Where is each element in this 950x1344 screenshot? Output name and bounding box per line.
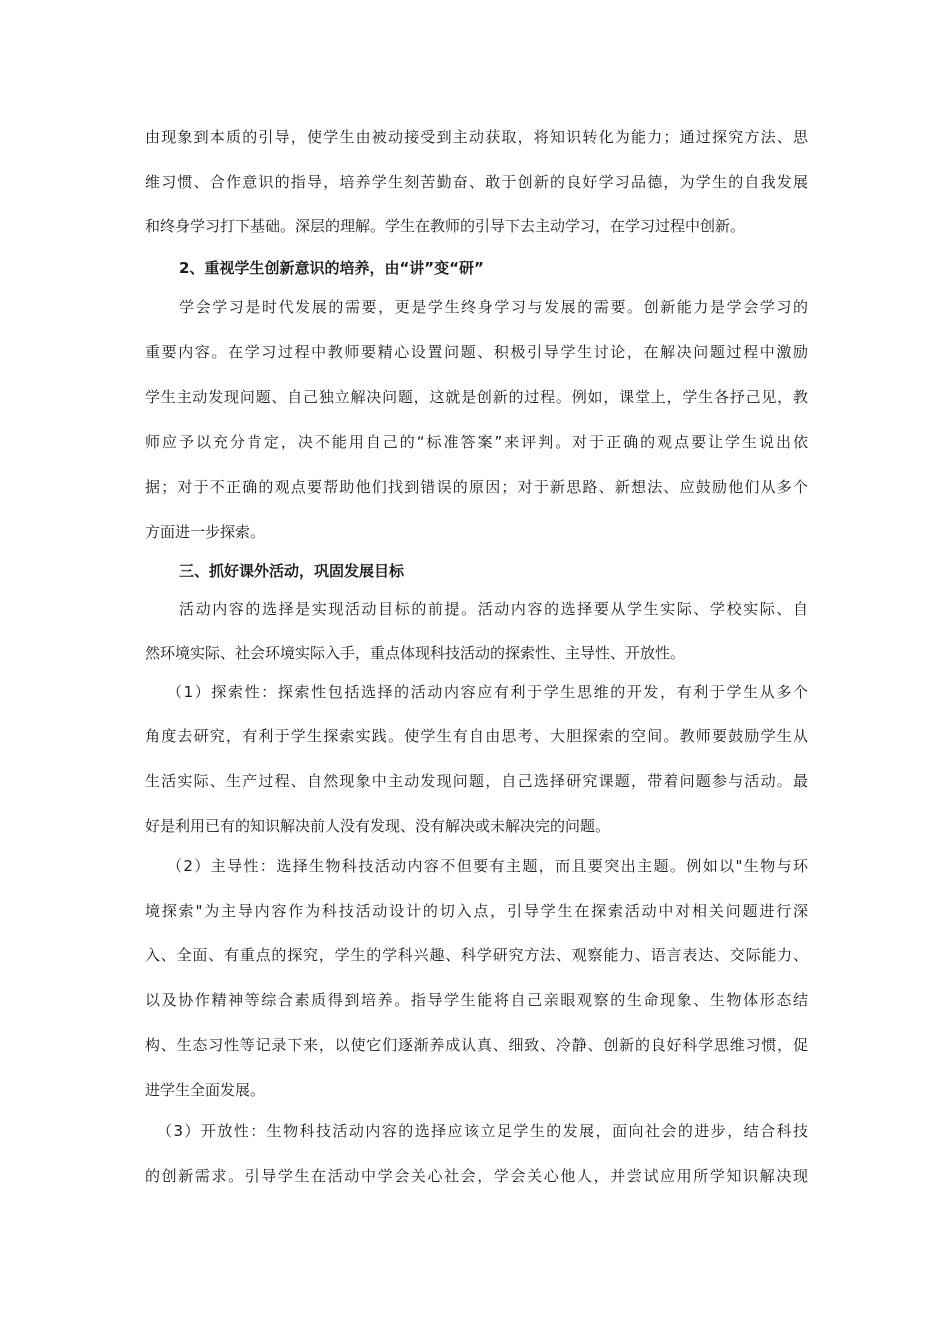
section-heading: 三、抓好课外活动，巩固发展目标 (179, 562, 405, 580)
text-line: 学会学习是时代发展的需要，更是学生终身学习与发展的需要。创新能力是学会学习的 (179, 298, 808, 316)
text-line: 重要内容。在学习过程中教师要精心设置问题、积极引导学生讨论，在解决问题过程中激励 (145, 343, 808, 361)
text-line: 和终身学习打下基础。深层的理解。学生在教师的引导下去主动学习，在学习过程中创新。 (145, 217, 746, 235)
text-line: （2）主导性：选择生物科技活动内容不但要有主题，而且要突出主题。例如以"生物与环 (167, 857, 808, 875)
text-line: 的创新需求。引导学生在活动中学会关心社会，学会关心他人，并尝试应用所学知识解决现 (145, 1167, 808, 1185)
section-heading: 2、重视学生创新意识的培养，由“讲”变“研” (179, 259, 484, 277)
text-line: 据；对于不正确的观点要帮助他们找到错误的原因；对于新思路、新想法、应鼓励他们从多个 (145, 478, 808, 496)
text-line: 以及协作精神等综合素质得到培养。指导学生能将自己亲眼观察的生命现象、生物体形态结 (145, 991, 808, 1009)
text-line: 方面进一步探索。 (145, 523, 266, 541)
text-line: 生活实际、生产过程、自然现象中主动发现问题，自己选择研究课题，带着问题参与活动。最 (145, 772, 808, 790)
text-line: 活动内容的选择是实现活动目标的前提。活动内容的选择要从学生实际、学校实际、自 (179, 600, 808, 618)
text-line: 构、生态习性等记录下来，以使它们逐渐养成认真、细致、冷静、创新的良好科学思维习惯，促 (145, 1036, 808, 1054)
text-line: 角度去研究，有利于学生探索实践。使学生有自由思考、大胆探索的空间。教师要鼓励学生从 (145, 727, 808, 745)
text-line: 学生主动发现问题、自己独立解决问题，这就是创新的过程。例如，课堂上，学生各抒己见，教 (145, 388, 808, 406)
text-line: 入、全面、有重点的探究，学生的学科兴趣、科学研究方法、观察能力、语言表达、交际能力、 (145, 946, 808, 964)
text-line: 由现象到本质的引导，使学生由被动接受到主动获取，将知识转化为能力；通过探究方法、思 (145, 128, 808, 146)
text-line: 进学生全面发展。 (145, 1081, 266, 1099)
text-line: 维习惯、合作意识的指导，培养学生刻苦勤奋、敢于创新的良好学习品德，为学生的自我发展 (145, 173, 808, 191)
text-line: 然环境实际、社会环境实际入手，重点体现科技活动的探索性、主导性、开放性。 (145, 644, 686, 662)
text-line: 境探索"为主导内容作为科技活动设计的切入点，引导学生在探索活动中对相关问题进行深 (145, 902, 808, 920)
text-line: （1）探索性：探索性包括选择的活动内容应有利于学生思维的开发，有利于学生从多个 (167, 683, 808, 701)
text-line: （3）开放性：生物科技活动内容的选择应该立足学生的发展，面向社会的进步，结合科技 (157, 1122, 808, 1140)
text-line: 好是利用已有的知识解决前人没有发现、没有解决或未解决完的问题。 (145, 817, 611, 835)
text-line: 师应予以充分肯定，决不能用自己的“标准答案”来评判。对于正确的观点要让学生说出依 (145, 433, 808, 451)
